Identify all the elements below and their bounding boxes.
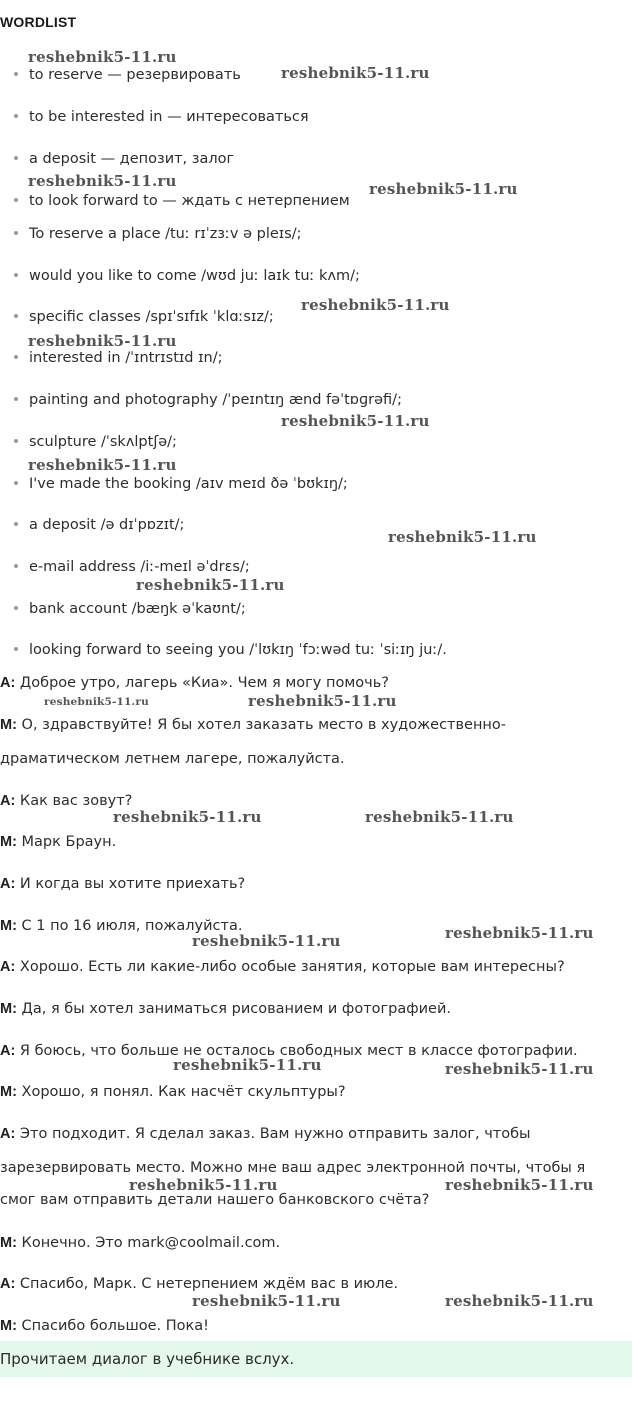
list-item-text: to reserve — резервировать	[29, 67, 241, 83]
list-item-text: I've made the booking /aɪv meɪd ðə ˈbʊkɪŋ/;	[29, 476, 348, 492]
list-item-text: a deposit /ə dɪˈpɒzɪt/;	[29, 517, 185, 533]
list-item-text: sculpture /ˈskʌlptʃə/;	[29, 434, 177, 450]
watermark: reshebnik5-11.ru	[173, 1056, 322, 1074]
watermark: reshebnik5-11.ru	[44, 696, 149, 708]
speaker-label: M:	[0, 834, 17, 850]
watermark: reshebnik5-11.ru	[129, 1176, 278, 1194]
dialogue-text: Хорошо. Есть ли какие-либо особые занятия, которые вам интересны?	[19, 959, 565, 975]
watermark: reshebnik5-11.ru	[248, 692, 397, 710]
list-item	[14, 66, 241, 84]
list-item	[14, 192, 350, 210]
bullet-icon	[14, 481, 18, 485]
dialogue-text: Конечно. Это mark@coolmail.com.	[21, 1235, 281, 1251]
list-item-text: bank account /bæŋk əˈkaʊnt/;	[29, 601, 246, 617]
list-item-text: e-mail address /iː-meɪl əˈdrɛs/;	[29, 559, 250, 575]
list-item-text: looking forward to seeing you /ˈlʊkɪŋ ˈfɔːwəd tuː ˈsiːɪŋ juː/.	[29, 642, 447, 658]
dialogue-line	[0, 833, 116, 851]
dialogue-text: Спасибо большое. Пока!	[21, 1318, 209, 1334]
bullet-icon	[14, 273, 18, 277]
watermark: reshebnik5-11.ru	[388, 528, 537, 546]
dialogue-text: Хорошо, я понял. Как насчёт скульптуры?	[21, 1084, 346, 1100]
dialogue-text: смог вам отправить детали нашего банковского счёта?	[0, 1192, 430, 1208]
bullet-icon	[14, 606, 18, 610]
bullet-icon	[14, 114, 18, 118]
watermark: reshebnik5-11.ru	[281, 64, 430, 82]
speaker-label: M:	[0, 1318, 17, 1334]
list-item-text: to be interested in — интересоваться	[29, 109, 309, 125]
watermark: reshebnik5-11.ru	[136, 576, 285, 594]
watermark: reshebnik5-11.ru	[192, 932, 341, 950]
dialogue-line	[0, 1317, 209, 1335]
dialogue-line	[0, 958, 565, 976]
dialogue-text: С 1 по 16 июля, пожалуйста.	[21, 918, 243, 934]
watermark: reshebnik5-11.ru	[281, 412, 430, 430]
watermark: reshebnik5-11.ru	[445, 1176, 594, 1194]
list-item	[14, 516, 184, 534]
speaker-label: A:	[0, 793, 16, 809]
dialogue-text: О, здравствуйте! Я бы хотел заказать место в художественно-	[21, 717, 507, 733]
watermark: reshebnik5-11.ru	[113, 808, 262, 826]
list-item-text: To reserve a place /tuː rɪˈzɜːv ə pleɪs/;	[29, 226, 302, 242]
dialogue-text: Да, я бы хотел заниматься рисованием и фотографией.	[21, 1001, 451, 1017]
list-item-text: interested in /ˈɪntrɪstɪd ɪn/;	[29, 350, 223, 366]
watermark: reshebnik5-11.ru	[365, 808, 514, 826]
list-item	[14, 308, 274, 326]
watermark: reshebnik5-11.ru	[28, 456, 177, 474]
list-item-text: would you like to come /wʊd juː laɪk tuː kʌm/;	[29, 268, 360, 284]
list-item	[14, 225, 301, 243]
list-item-text: to look forward to — ждать с нетерпением	[29, 193, 350, 209]
dialogue-line	[0, 1000, 451, 1018]
dialogue-line	[0, 750, 345, 768]
dialogue-text: Это подходит. Я сделал заказ. Вам нужно отправить залог, чтобы	[19, 1126, 531, 1142]
list-item	[14, 108, 309, 126]
bullet-icon	[14, 397, 18, 401]
dialogue-text: Как вас зовут?	[19, 793, 133, 809]
watermark: reshebnik5-11.ru	[445, 924, 594, 942]
wordlist-heading: WORDLIST	[0, 14, 77, 30]
dialogue-text: Спасибо, Марк. С нетерпением ждём вас в июле.	[19, 1276, 399, 1292]
list-item	[14, 641, 447, 659]
bullet-icon	[14, 647, 18, 651]
speaker-label: M:	[0, 918, 17, 934]
dialogue-line	[0, 674, 389, 692]
watermark: reshebnik5-11.ru	[369, 180, 518, 198]
list-item	[14, 475, 348, 493]
list-item-text: a deposit — депозит, залог	[29, 151, 235, 167]
speaker-label: A:	[0, 959, 16, 975]
dialogue-line	[0, 1083, 346, 1101]
list-item	[14, 433, 177, 451]
speaker-label: A:	[0, 1043, 16, 1059]
bullet-icon	[14, 231, 18, 235]
bullet-icon	[14, 156, 18, 160]
speaker-label: A:	[0, 675, 16, 691]
speaker-label: M:	[0, 1084, 17, 1100]
dialogue-line	[0, 1125, 531, 1143]
list-item-text: painting and photography /ˈpeɪntɪŋ ænd fəˈtɒɡrəfi/;	[29, 392, 402, 408]
dialogue-line	[0, 1159, 585, 1177]
dialogue-text: Доброе утро, лагерь «Киа». Чем я могу помочь?	[19, 675, 389, 691]
bullet-icon	[14, 72, 18, 76]
watermark: reshebnik5-11.ru	[28, 332, 177, 350]
list-item	[14, 349, 222, 367]
watermark: reshebnik5-11.ru	[28, 48, 177, 66]
dialogue-line	[0, 875, 245, 893]
list-item-text: specific classes /spɪˈsɪfɪk ˈklɑːsɪz/;	[29, 309, 274, 325]
bullet-icon	[14, 355, 18, 359]
list-item	[14, 267, 360, 285]
dialogue-line	[0, 716, 506, 734]
dialogue-text: Марк Браун.	[21, 834, 117, 850]
bullet-icon	[14, 564, 18, 568]
watermark: reshebnik5-11.ru	[28, 172, 177, 190]
speaker-label: A:	[0, 876, 16, 892]
speaker-label: A:	[0, 1276, 16, 1292]
dialogue-text: зарезервировать место. Можно мне ваш адрес электронной почты, чтобы я	[0, 1160, 586, 1176]
list-item	[14, 391, 402, 409]
list-item	[14, 150, 234, 168]
speaker-label: M:	[0, 717, 17, 733]
bullet-icon	[14, 439, 18, 443]
watermark: reshebnik5-11.ru	[301, 296, 450, 314]
bullet-icon	[14, 198, 18, 202]
bullet-icon	[14, 522, 18, 526]
dialogue-text: драматическом летнем лагере, пожалуйста.	[0, 751, 345, 767]
bullet-icon	[14, 314, 18, 318]
list-item	[14, 600, 246, 618]
watermark: reshebnik5-11.ru	[192, 1292, 341, 1310]
dialogue-text: И когда вы хотите приехать?	[19, 876, 246, 892]
speaker-label: A:	[0, 1126, 16, 1142]
dialogue-line	[0, 1234, 280, 1252]
list-item	[14, 558, 250, 576]
watermark: reshebnik5-11.ru	[445, 1060, 594, 1078]
watermark: reshebnik5-11.ru	[445, 1292, 594, 1310]
dialogue-text: Я боюсь, что больше не осталось свободных мест в классе фотографии.	[19, 1043, 578, 1059]
speaker-label: M:	[0, 1001, 17, 1017]
speaker-label: M:	[0, 1235, 17, 1251]
instruction-note: Прочитаем диалог в учебнике вслух.	[0, 1341, 632, 1377]
dialogue-line	[0, 1275, 398, 1293]
